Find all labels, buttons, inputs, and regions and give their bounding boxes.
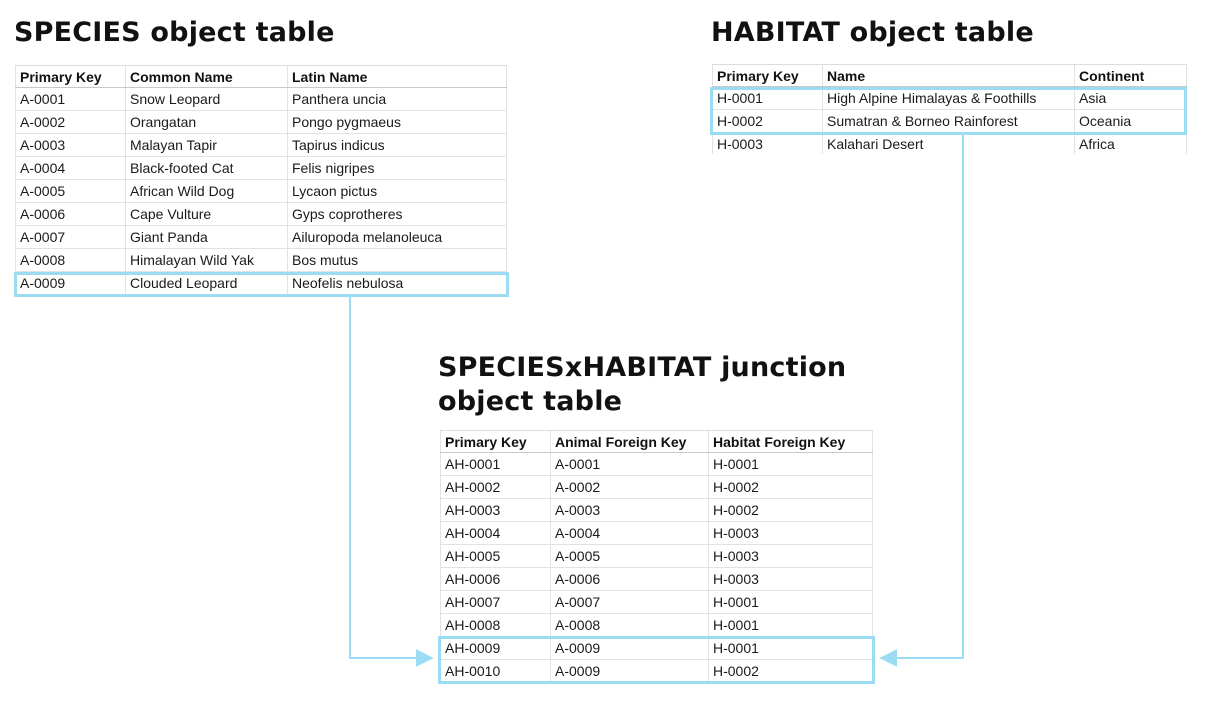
table-cell: Orangatan xyxy=(126,111,288,133)
table-cell: A-0007 xyxy=(551,591,709,613)
table-cell: High Alpine Himalayas & Foothills xyxy=(823,87,1075,109)
table-cell: H-0002 xyxy=(712,110,823,132)
table-cell: H-0003 xyxy=(712,133,823,154)
table-cell: H-0003 xyxy=(709,568,873,590)
table-cell: Black-footed Cat xyxy=(126,157,288,179)
table-cell: Neofelis nebulosa xyxy=(288,272,507,294)
table-cell: A-0002 xyxy=(15,111,126,133)
table-cell: AH-0006 xyxy=(440,568,551,590)
table-cell: Oceania xyxy=(1075,110,1187,132)
table-cell: Panthera uncia xyxy=(288,88,507,110)
table-cell: AH-0005 xyxy=(440,545,551,567)
table-cell: H-0001 xyxy=(709,614,873,636)
table-cell: H-0002 xyxy=(709,660,873,682)
species-to-junction-arrow xyxy=(350,297,432,658)
table-cell: A-0002 xyxy=(551,476,709,498)
table-cell: Kalahari Desert xyxy=(823,133,1075,154)
table-cell: A-0001 xyxy=(551,453,709,475)
table-cell: H-0003 xyxy=(709,522,873,544)
table-cell: Malayan Tapir xyxy=(126,134,288,156)
species-table-title: SPECIES object table xyxy=(14,17,335,48)
column-header: Common Name xyxy=(126,66,288,87)
table-cell: H-0001 xyxy=(709,591,873,613)
column-header: Primary Key xyxy=(712,65,823,86)
column-header: Latin Name xyxy=(288,66,507,87)
table-cell: H-0002 xyxy=(709,499,873,521)
table-cell: AH-0009 xyxy=(440,637,551,659)
table-cell: Tapirus indicus xyxy=(288,134,507,156)
column-header: Animal Foreign Key xyxy=(551,431,709,452)
table-cell: Asia xyxy=(1075,87,1187,109)
table-cell: A-0008 xyxy=(15,249,126,271)
junction-title-line-1: SPECIESxHABITAT junction xyxy=(438,352,847,383)
table-cell: Himalayan Wild Yak xyxy=(126,249,288,271)
table-cell: A-0007 xyxy=(15,226,126,248)
table-cell: Africa xyxy=(1075,133,1187,154)
table-cell: A-0003 xyxy=(551,499,709,521)
table-cell: Bos mutus xyxy=(288,249,507,271)
table-cell: AH-0002 xyxy=(440,476,551,498)
table-cell: AH-0001 xyxy=(440,453,551,475)
table-cell: A-0009 xyxy=(15,272,126,294)
table-cell: H-0002 xyxy=(709,476,873,498)
table-cell: H-0003 xyxy=(709,545,873,567)
table-cell: A-0009 xyxy=(551,660,709,682)
table-cell: Cape Vulture xyxy=(126,203,288,225)
table-cell: A-0004 xyxy=(551,522,709,544)
table-cell: A-0005 xyxy=(15,180,126,202)
table-cell: African Wild Dog xyxy=(126,180,288,202)
table-cell: AH-0010 xyxy=(440,660,551,682)
table-cell: AH-0003 xyxy=(440,499,551,521)
table-cell: Snow Leopard xyxy=(126,88,288,110)
table-cell: H-0001 xyxy=(712,87,823,109)
column-header: Continent xyxy=(1075,65,1187,86)
habitat-table-title: HABITAT object table xyxy=(711,17,1034,48)
table-cell: AH-0007 xyxy=(440,591,551,613)
table-cell: Felis nigripes xyxy=(288,157,507,179)
table-cell: H-0001 xyxy=(709,637,873,659)
column-header: Habitat Foreign Key xyxy=(709,431,873,452)
table-cell: AH-0008 xyxy=(440,614,551,636)
table-cell: Lycaon pictus xyxy=(288,180,507,202)
column-header: Primary Key xyxy=(440,431,551,452)
habitat-to-junction-arrow xyxy=(881,135,963,658)
junction-title-line-2: object table xyxy=(438,386,623,417)
table-cell: A-0009 xyxy=(551,637,709,659)
table-cell: Gyps coprotheres xyxy=(288,203,507,225)
table-cell: Sumatran & Borneo Rainforest xyxy=(823,110,1075,132)
table-cell: Giant Panda xyxy=(126,226,288,248)
table-cell: Pongo pygmaeus xyxy=(288,111,507,133)
table-cell: A-0001 xyxy=(15,88,126,110)
table-cell: H-0001 xyxy=(709,453,873,475)
table-cell: Clouded Leopard xyxy=(126,272,288,294)
table-cell: A-0003 xyxy=(15,134,126,156)
column-header: Name xyxy=(823,65,1075,86)
table-cell: A-0004 xyxy=(15,157,126,179)
column-header: Primary Key xyxy=(15,66,126,87)
table-cell: A-0006 xyxy=(551,568,709,590)
table-cell: A-0005 xyxy=(551,545,709,567)
table-cell: A-0006 xyxy=(15,203,126,225)
table-cell: Ailuropoda melanoleuca xyxy=(288,226,507,248)
table-cell: AH-0004 xyxy=(440,522,551,544)
table-cell: A-0008 xyxy=(551,614,709,636)
